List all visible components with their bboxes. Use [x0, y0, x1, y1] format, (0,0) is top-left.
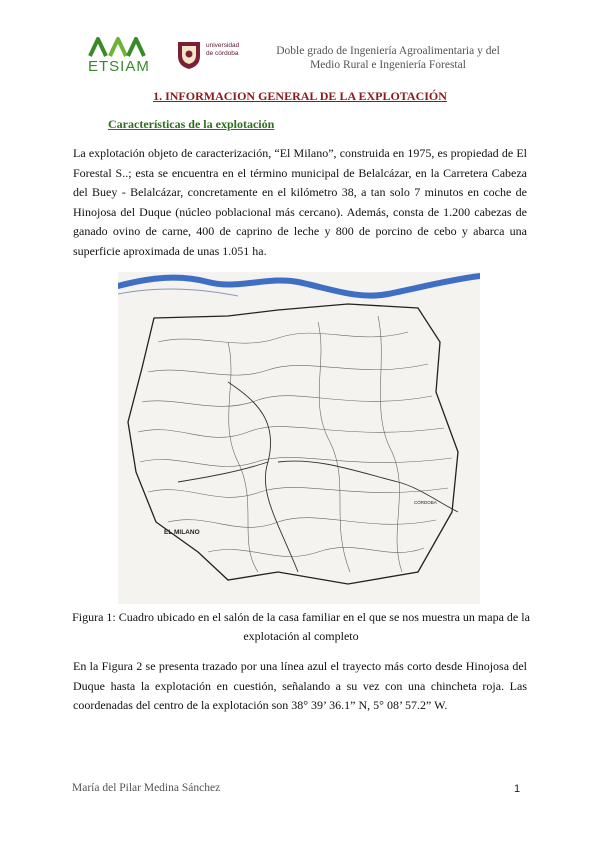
subsection-title: Características de la explotación — [108, 117, 275, 131]
header-title: Doble grado de Ingeniería Agroalimentaria y del Medio Rural e Ingeniería Forestal — [276, 45, 500, 71]
intro-paragraph: La explotación objeto de caracterización, “El Milano”, construida en 1975, es propiedad de El Forestal S..; esta se encuentra en el término municipal de Belalcázar, en la Carretera Cabeza del Buey - Belalcázar, concretamente en el kilómetro 38, a tan solo 7 minutos en coche de Hinojosa del Duque (núcleo poblacional más cercano). Además, consta de 1.200 cabezas de ganado ovino de carne, 400 de caprino de leche y 800 de porcino de cebo y abarca una superficie aproximada de unas 1.051 ha. — [73, 146, 527, 258]
page-header — [0, 0, 600, 90]
uco-wordmark: universidad de córdoba — [206, 42, 240, 57]
footer-author: María del Pilar Medina Sánchez — [72, 782, 221, 794]
section-title: 1. INFORMACION GENERAL DE LA EXPLOTACIÓN — [153, 89, 447, 103]
etsiam-mark-icon — [88, 36, 148, 58]
figure-caption: Figura 1: Cuadro ubicado en el salón de la casa familiar en el que se nos muestra un mapa de la explotación al completo — [72, 610, 530, 643]
uco-shield-icon — [176, 40, 202, 70]
farm-map-drawing — [118, 272, 480, 604]
page-number: 1 — [514, 783, 521, 795]
etsiam-wordmark: ETSIAM — [88, 58, 150, 75]
etsiam-logo — [88, 36, 150, 76]
figure-reference-paragraph: En la Figura 2 se presenta trazado por una línea azul el trayecto más corto desde Hinojosa del Duque hasta la explotación en cuestión, señalando a su vez con una chincheta roja. Las coordenadas del centro de la explotación son 38° 39’ 36.1” N, 5° 08’ 57.2” W. — [73, 659, 527, 712]
uco-logo — [176, 40, 246, 72]
farm-map-image — [118, 272, 480, 604]
map-label-el-milano: EL MILANO — [164, 529, 200, 536]
map-label-cordoba: CÓRDOBA — [414, 500, 437, 505]
